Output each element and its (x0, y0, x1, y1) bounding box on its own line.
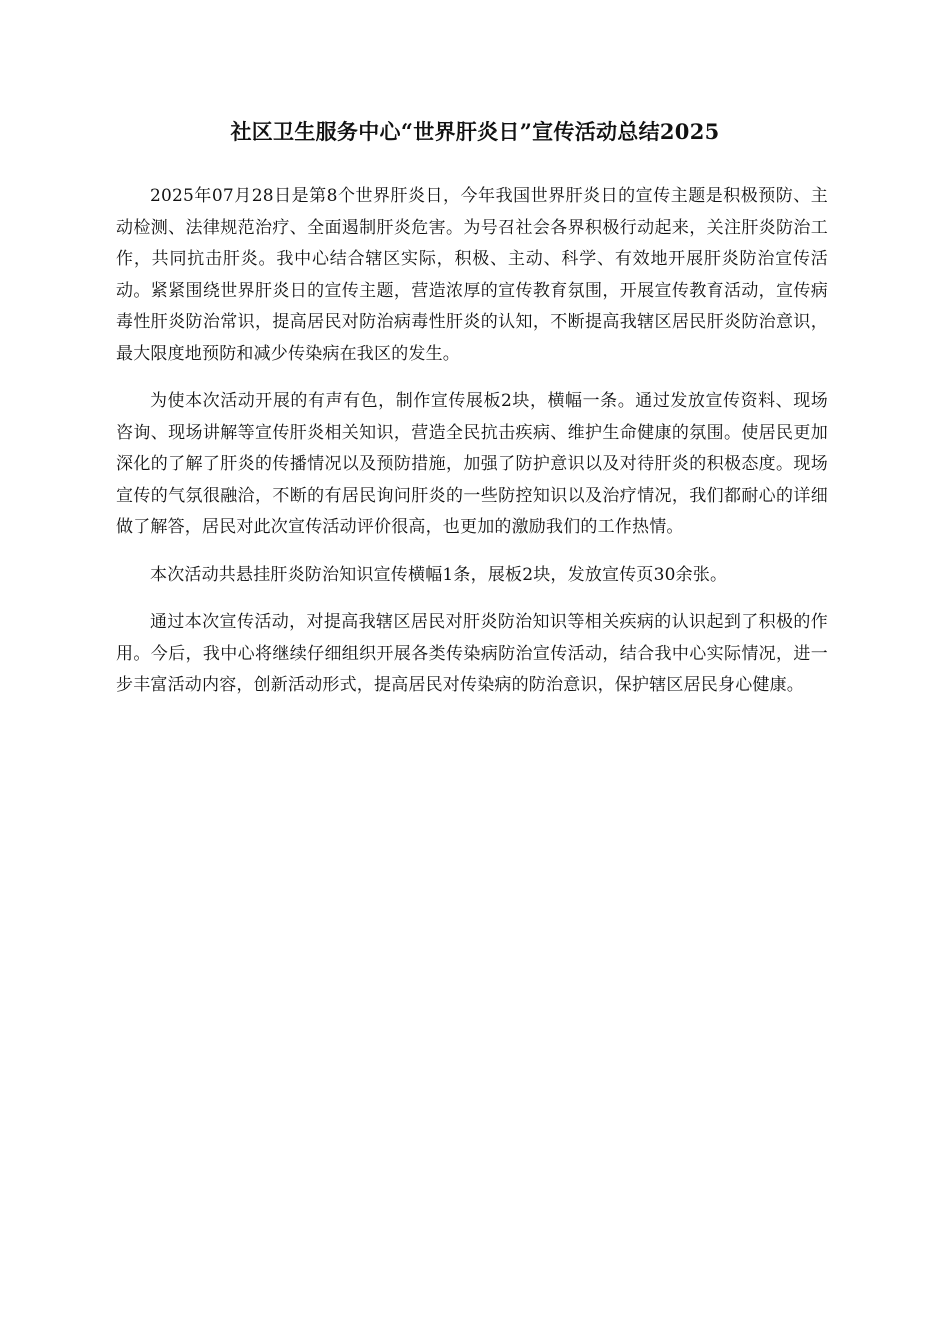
paragraph-activities: 为使本次活动开展的有声有色，制作宣传展板2块，横幅一条。通过发放宣传资料、现场咨询、现场讲解等宣传肝炎相关知识，营造全民抗击疾病、维护生命健康的氛围。使居民更加深化的了解了肝炎的传播情况以及预防措施，加强了防护意识以及对待肝炎的积极态度。现场宣传的气氛很融洽，不断的有居民询问肝炎的一些防控知识以及治疗情况，我们都耐心的详细做了解答，居民对此次宣传活动评价很高，也更加的激励我们的工作热情。 (116, 391, 828, 537)
document-body (116, 181, 828, 718)
paragraph-statistics: 本次活动共悬挂肝炎防治知识宣传横幅1条，展板2块，发放宣传页30余张。 (150, 564, 728, 585)
paragraph-intro: 2025年07月28日是第8个世界肝炎日，今年我国世界肝炎日的宣传主题是积极预防、主动检测、法律规范治疗、全面遏制肝炎危害。为号召社会各界积极行动起来，关注肝炎防治工作，共同抗击肝炎。我中心结合辖区实际，积极、主动、科学、有效地开展肝炎防治宣传活动。紧紧围绕世界肝炎日的宣传主题，营造浓厚的宣传教育氛围，开展宣传教育活动，宣传病毒性肝炎防治常识，提高居民对防治病毒性肝炎的认知，不断提高我辖区居民肝炎防治意识，最大限度地预防和减少传染病在我区的发生。 (116, 186, 828, 364)
paragraph-conclusion: 通过本次宣传活动，对提高我辖区居民对肝炎防治知识等相关疾病的认识起到了积极的作用。今后，我中心将继续仔细组织开展各类传染病防治宣传活动，结合我中心实际情况，进一步丰富活动内容，创新活动形式，提高居民对传染病的防治意识，保护辖区居民身心健康。 (116, 612, 828, 695)
document-title: 社区卫生服务中心“世界肝炎日”宣传活动总结2025 (230, 119, 720, 144)
